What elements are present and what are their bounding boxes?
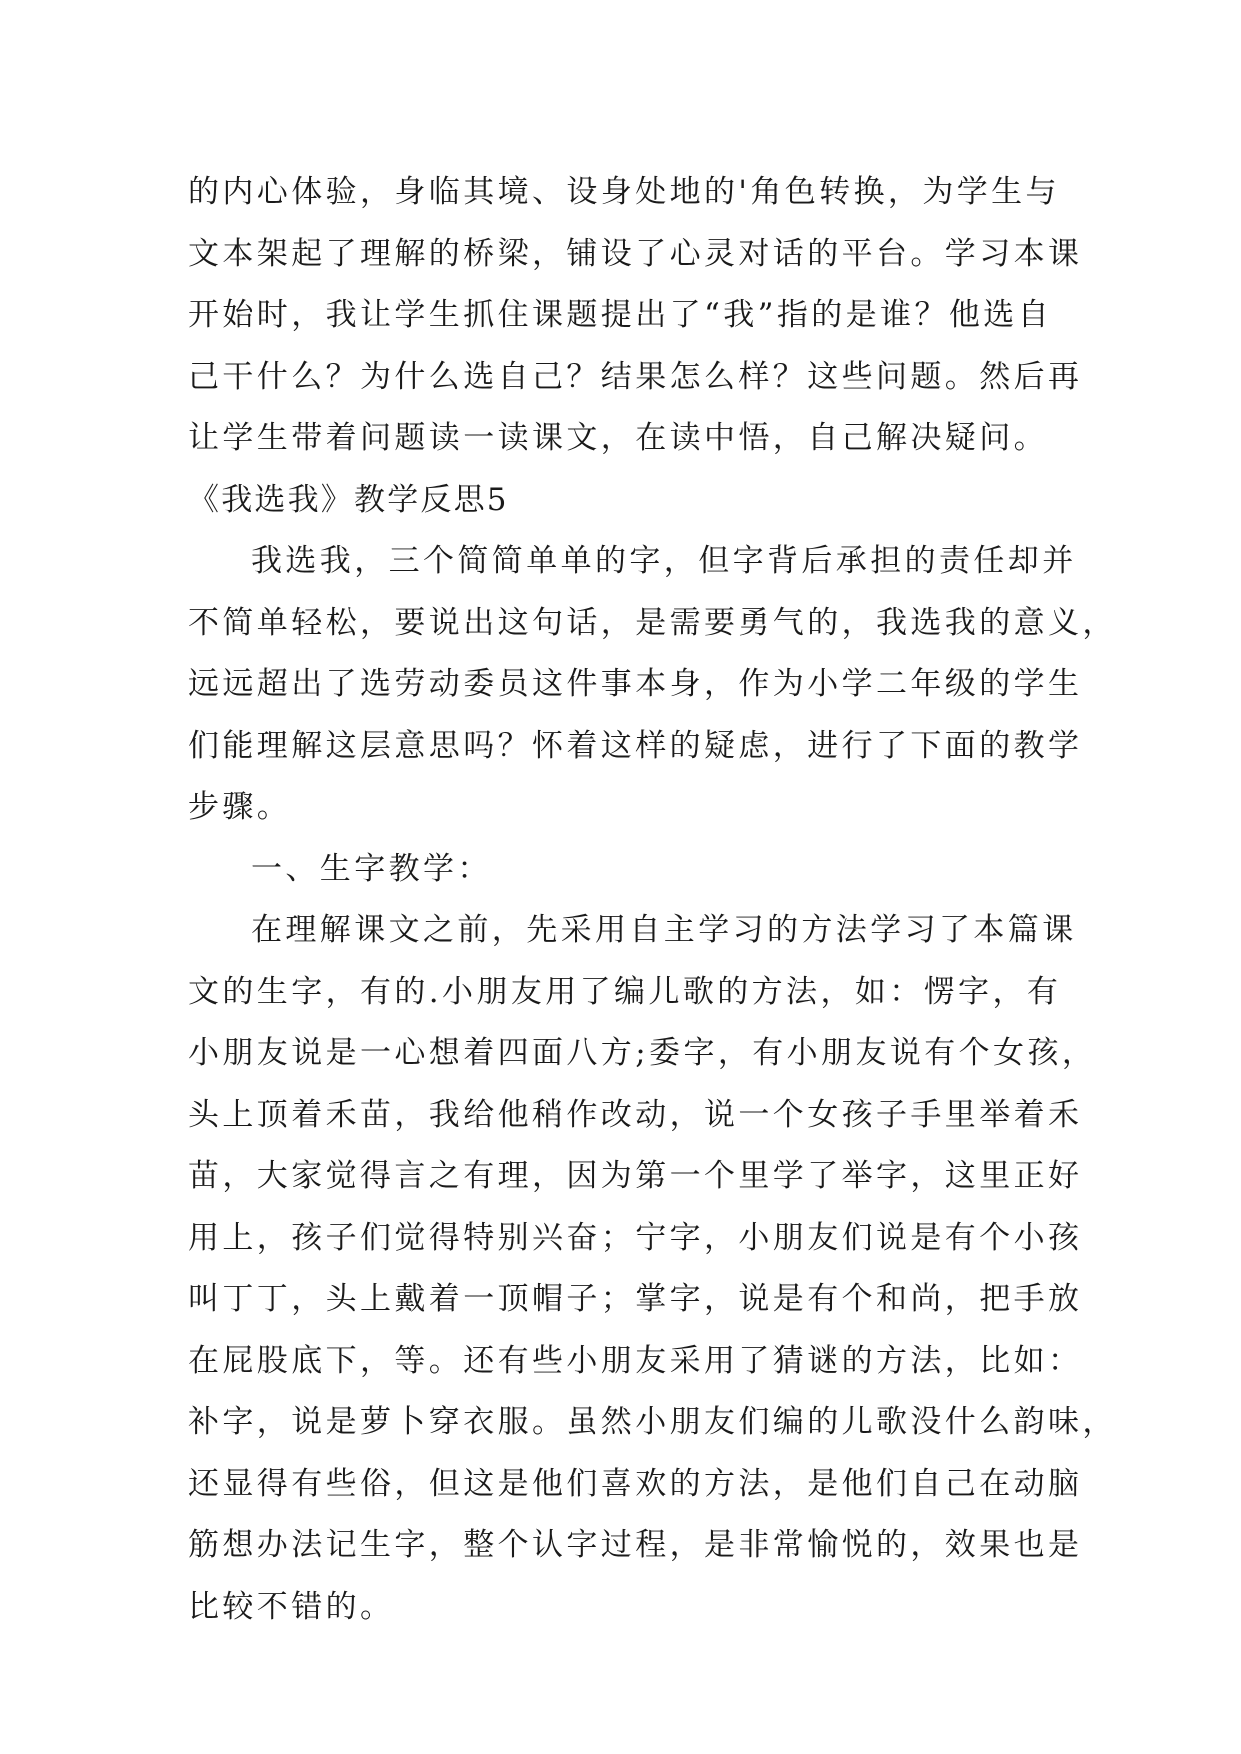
text-line: 们能理解这层意思吗？怀着这样的疑虑，进行了下面的教学 bbox=[188, 727, 1083, 764]
text-line: 不简单轻松，要说出这句话，是需要勇气的，我选我的意义， bbox=[188, 604, 1117, 641]
section-heading: 《我选我》教学反思5 bbox=[188, 481, 509, 518]
text-line: 补字，说是萝卜穿衣服。虽然小朋友们编的儿歌没什么韵味， bbox=[188, 1404, 1117, 1440]
subheading: 一、生字教学： bbox=[251, 850, 492, 887]
text-line: 文的生字，有的.小朋友用了编儿歌的方法，如：愣字，有 bbox=[188, 973, 1062, 1010]
text-line: 在屁股底下，等。还有些小朋友采用了猜谜的方法，比如： bbox=[188, 1342, 1083, 1379]
text-line: 筋想办法记生字，整个认字过程，是非常愉悦的，效果也是 bbox=[188, 1527, 1083, 1563]
text-line: 己干什么？为什么选自己？结果怎么样？这些问题。然后再 bbox=[188, 358, 1083, 395]
text-line: 头上顶着禾苗，我给他稍作改动，说一个女孩子手里举着禾 bbox=[188, 1096, 1083, 1133]
text-line: 在理解课文之前，先采用自主学习的方法学习了本篇课 bbox=[251, 912, 1077, 948]
text-line: 让学生带着问题读一读课文，在读中悟，自己解决疑问。 bbox=[188, 420, 1048, 456]
text-line: 用上，孩子们觉得特别兴奋；宁字，小朋友们说是有个小孩 bbox=[188, 1219, 1083, 1256]
text-line: 我选我，三个简简单单的字，但字背后承担的责任却并 bbox=[251, 543, 1077, 579]
text-line: 的内心体验，身临其境、设身处地的'角色转换，为学生与 bbox=[188, 174, 1060, 210]
text-line: 远远超出了选劳动委员这件事本身，作为小学二年级的学生 bbox=[188, 666, 1083, 702]
text-line: 步骤。 bbox=[188, 789, 292, 825]
text-line: 小朋友说是一心想着四面八方;委字，有小朋友说有个女孩， bbox=[188, 1035, 1097, 1071]
text-line: 比较不错的。 bbox=[188, 1588, 395, 1625]
text-line: 苗，大家觉得言之有理，因为第一个里学了举字，这里正好 bbox=[188, 1158, 1083, 1194]
document-page bbox=[188, 162, 1117, 1638]
text-line: 叫丁丁，头上戴着一顶帽子；掌字，说是有个和尚，把手放 bbox=[188, 1281, 1083, 1317]
text-line: 文本架起了理解的桥梁，铺设了心灵对话的平台。学习本课 bbox=[188, 235, 1083, 272]
text-line: 开始时，我让学生抓住课题提出了“我”指的是谁？他选自 bbox=[188, 297, 1053, 333]
text-line: 还显得有些俗，但这是他们喜欢的方法，是他们自己在动脑 bbox=[188, 1465, 1083, 1502]
